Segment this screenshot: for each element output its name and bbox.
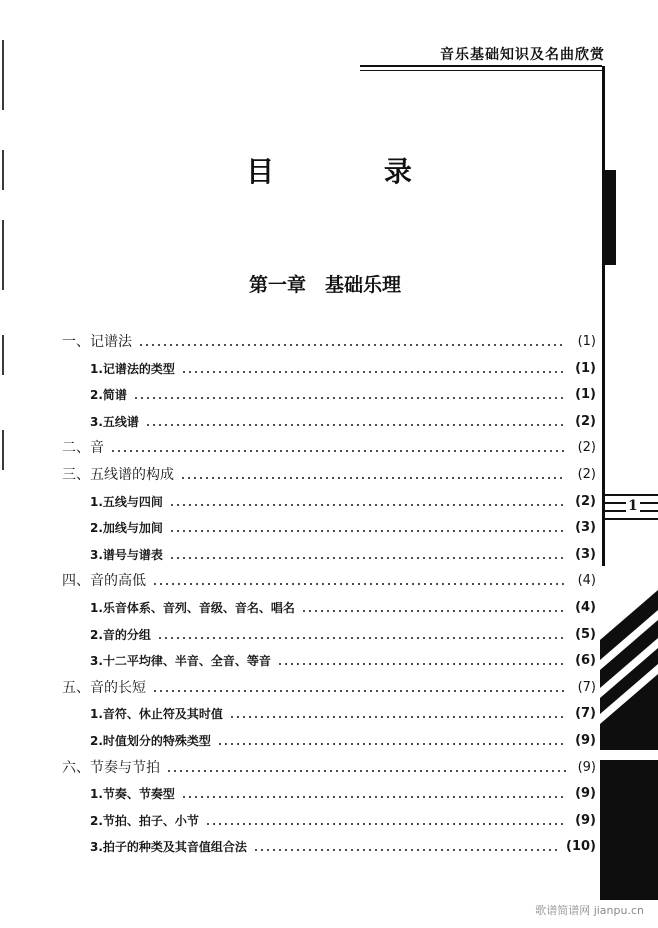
edge-bottom-block xyxy=(600,760,658,900)
toc-page-number: (10) xyxy=(566,839,596,855)
toc-leader-dots xyxy=(301,610,566,612)
toc-entry-label: 一、记谱法 xyxy=(62,334,132,350)
toc-entry-label: 二、音 xyxy=(62,440,104,457)
toc-leader-dots xyxy=(277,663,566,665)
toc-subsection-entry[interactable] xyxy=(90,649,596,669)
toc-section-entry[interactable] xyxy=(62,756,596,776)
toc-entry-label: 1.记谱法的类型 xyxy=(90,361,175,376)
toc-page-number: (6) xyxy=(575,653,596,669)
toc-leader-dots xyxy=(181,796,566,798)
toc-leader-dots xyxy=(152,690,566,692)
toc-page-number: (3) xyxy=(575,546,596,562)
toc-entry-label: 1.音符、休止符及其时值 xyxy=(90,707,223,722)
toc-subsection-entry[interactable] xyxy=(90,543,596,563)
thumb-index-line xyxy=(604,494,658,496)
toc-subsection-entry[interactable] xyxy=(90,809,596,829)
toc-page-number: (2) xyxy=(577,440,596,456)
toc-subsection-entry[interactable] xyxy=(90,410,596,430)
toc-entry-label: 2.简谱 xyxy=(90,388,127,403)
toc-leader-dots xyxy=(229,716,566,718)
toc-leader-dots xyxy=(169,504,566,506)
toc-entry-label: 2.加线与加间 xyxy=(90,521,163,536)
toc-page-number: (9) xyxy=(575,733,596,748)
toc-leader-dots xyxy=(138,344,566,346)
toc-section-entry[interactable] xyxy=(62,463,596,483)
toc-entry-label: 3.十二平均律、半音、全音、等音 xyxy=(90,654,271,669)
toc-leader-dots xyxy=(205,823,566,825)
toc-leader-dots xyxy=(145,424,566,426)
toc-subsection-entry[interactable] xyxy=(90,835,596,855)
toc-page-number: (2) xyxy=(575,493,596,509)
toc-entry-label: 3.拍子的种类及其音值组合法 xyxy=(90,840,247,855)
toc-subsection-entry[interactable] xyxy=(90,729,596,749)
toc-leader-dots xyxy=(253,849,560,851)
toc-page-number: (9) xyxy=(575,786,596,802)
scan-mark xyxy=(2,430,4,470)
toc-leader-dots xyxy=(217,743,566,745)
toc-page-number: (5) xyxy=(575,626,596,642)
header-rule xyxy=(360,65,602,67)
scan-mark xyxy=(2,40,4,110)
toc-page-number: (2) xyxy=(575,413,596,429)
toc-subsection-entry[interactable] xyxy=(90,596,596,616)
toc-section-entry[interactable] xyxy=(62,569,596,589)
header-rule-thin xyxy=(360,70,602,71)
thumb-index-number: 1 xyxy=(628,498,638,514)
toc-entry-label: 3.谱号与谱表 xyxy=(90,547,163,562)
toc-subsection-entry[interactable] xyxy=(90,782,596,802)
toc-page-number: (3) xyxy=(575,520,596,536)
toc-subsection-entry[interactable] xyxy=(90,383,596,403)
toc-page-number: (9) xyxy=(577,759,596,775)
toc-subsection-entry[interactable] xyxy=(90,623,596,643)
toc-entry-label: 三、五线谱的构成 xyxy=(62,467,174,483)
toc-page-number: (1) xyxy=(575,387,596,403)
toc-page-number: (9) xyxy=(575,812,596,828)
toc-entry-label: 1.节奏、节奏型 xyxy=(90,787,175,802)
thumb-index-line xyxy=(604,518,658,520)
toc-subsection-entry[interactable] xyxy=(90,516,596,536)
toc-entry-label: 六、节奏与节拍 xyxy=(62,759,160,776)
running-header: 音乐基础知识及名曲欣赏 xyxy=(440,47,605,63)
toc-page-number: (7) xyxy=(575,706,596,722)
toc-entry-label: 2.节拍、拍子、小节 xyxy=(90,813,199,828)
toc-entry-label: 2.音的分组 xyxy=(90,627,151,642)
toc-leader-dots xyxy=(169,557,566,559)
toc-subsection-entry[interactable] xyxy=(90,702,596,722)
toc-leader-dots xyxy=(166,770,566,772)
chapter-title: 第一章 基础乐理 xyxy=(248,274,401,296)
toc-entry-label: 五、音的长短 xyxy=(62,679,146,696)
toc-entry-label: 2.时值划分的特殊类型 xyxy=(90,734,211,748)
toc-section-entry[interactable] xyxy=(62,436,596,456)
scan-mark xyxy=(2,335,4,375)
toc-section-entry[interactable] xyxy=(62,676,596,696)
toc-page-number: (4) xyxy=(575,600,596,615)
toc-subsection-entry[interactable] xyxy=(90,490,596,510)
toc-page-number: (1) xyxy=(575,360,596,376)
toc-section-entry[interactable] xyxy=(62,330,596,350)
toc-page-number: (1) xyxy=(577,334,596,349)
toc-entry-label: 3.五线谱 xyxy=(90,414,139,429)
toc-leader-dots xyxy=(157,637,566,639)
toc-leader-dots xyxy=(181,371,566,373)
toc-leader-dots xyxy=(133,397,566,399)
page-title: 目 录 xyxy=(246,155,462,188)
edge-diagonal-stripes xyxy=(600,590,658,750)
toc-leader-dots xyxy=(152,583,566,585)
edge-vertical-rule xyxy=(602,66,605,566)
toc-page-number: (7) xyxy=(577,679,596,695)
toc-subsection-entry[interactable] xyxy=(90,357,596,377)
toc-entry-label: 1.五线与四间 xyxy=(90,494,163,509)
toc-leader-dots xyxy=(169,530,566,532)
toc-page-number: (4) xyxy=(577,573,596,589)
toc-leader-dots xyxy=(110,450,566,452)
toc-entry-label: 1.乐音体系、音列、音级、音名、唱名 xyxy=(90,601,295,615)
toc-page-number: (2) xyxy=(577,467,596,482)
toc-leader-dots xyxy=(180,477,566,479)
watermark: 歌谱简谱网 jianpu.cn xyxy=(535,904,644,917)
toc-entry-label: 四、音的高低 xyxy=(62,573,146,590)
